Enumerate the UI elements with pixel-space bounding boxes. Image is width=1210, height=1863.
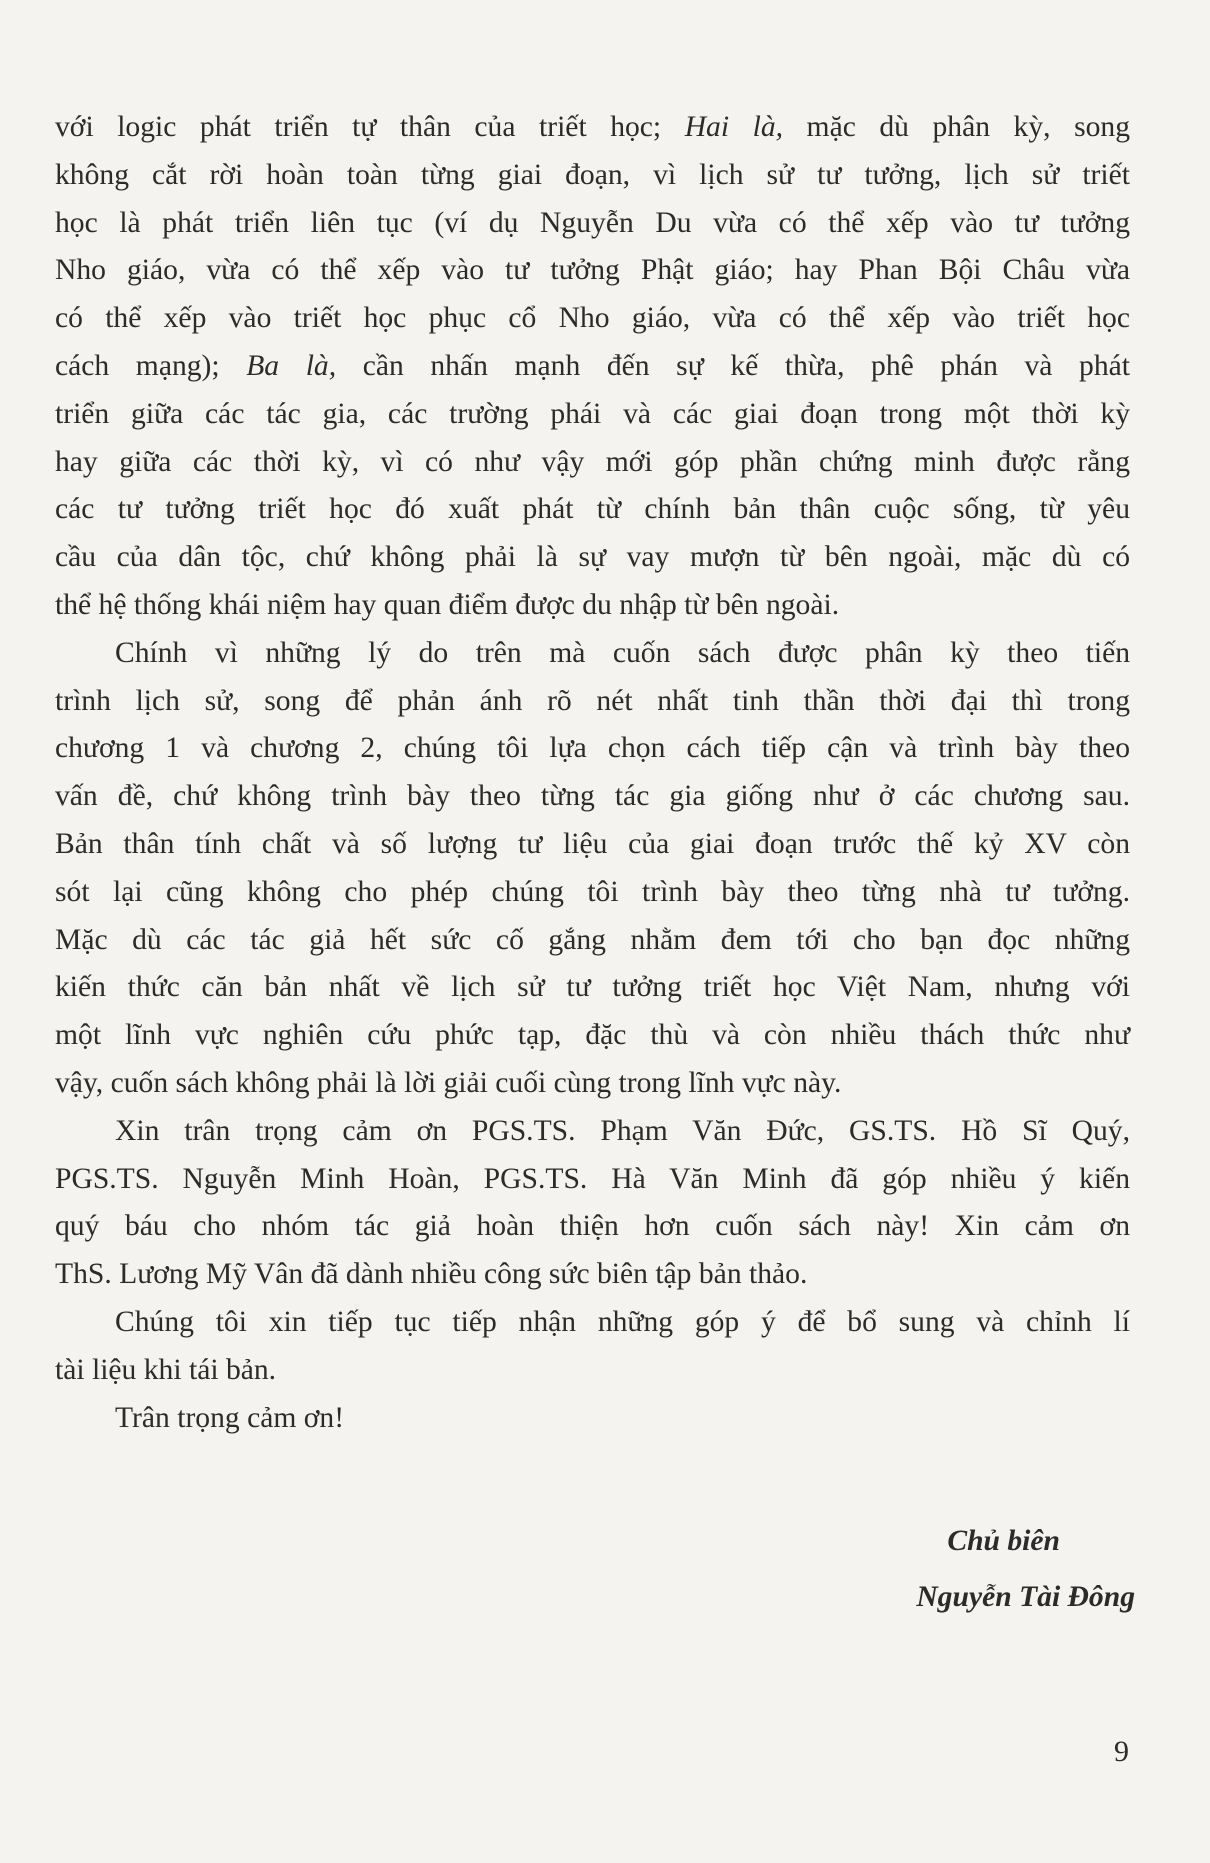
text-line: thể hệ thống khái niệm hay quan điểm được du nhập từ bên ngoài. [55, 588, 840, 621]
text-line: cầu của dân tộc, chứ không phải là sự vay mượn từ bên ngoài, mặc dù có [55, 541, 1130, 574]
text-line: kiến thức căn bản nhất về lịch sử tư tưởng triết học Việt Nam, nhưng với [55, 971, 1130, 1004]
text-line: quý báu cho nhóm tác giả hoàn thiện hơn cuốn sách này! Xin cảm ơn [55, 1210, 1130, 1243]
text-line: Bản thân tính chất và số lượng tư liệu của giai đoạn trước thế kỷ XV còn [55, 827, 1130, 860]
paragraph-5 [55, 1395, 1130, 1443]
text-line: học là phát triển liên tục (ví dụ Nguyễn Du vừa có thể xếp vào tư tưởng [55, 206, 1130, 239]
text-line: có thể xếp vào triết học phục cổ Nho giáo, vừa có thể xếp vào triết học [55, 302, 1130, 335]
paragraph-2 [55, 630, 1130, 1108]
text-line: Xin trân trọng cảm ơn PGS.TS. Phạm Văn Đức, GS.TS. Hồ Sĩ Quý, [115, 1114, 1130, 1147]
page-number: 9 [1114, 1735, 1129, 1768]
paragraph-3 [55, 1108, 1130, 1299]
body-text [55, 104, 1130, 1442]
editor-role: Chủ biên [947, 1525, 1060, 1557]
signature-block [916, 1513, 1135, 1625]
paragraph-4 [55, 1299, 1130, 1395]
text-line: trình lịch sử, song để phản ánh rõ nét nhất tinh thần thời đại thì trong [55, 684, 1130, 717]
text-line: cách mạng); Ba là, cần nhấn mạnh đến sự kế thừa, phê phán và phát [55, 349, 1130, 382]
text-line: một lĩnh vực nghiên cứu phức tạp, đặc thù và còn nhiều thách thức như [55, 1019, 1130, 1052]
text-line: không cắt rời hoàn toàn từng giai đoạn, vì lịch sử tư tưởng, lịch sử triết [55, 158, 1130, 191]
text-line: với logic phát triển tự thân của triết học; Hai là, mặc dù phân kỳ, song [55, 111, 1130, 143]
paragraph-1 [55, 104, 1130, 630]
text-line: Chính vì những lý do trên mà cuốn sách được phân kỳ theo tiến [115, 636, 1130, 669]
closing-line: Trân trọng cảm ơn! [115, 1401, 345, 1434]
text-line: triển giữa các tác gia, các trường phái và các giai đoạn trong một thời kỳ [55, 397, 1130, 430]
text-line: vấn đề, chứ không trình bày theo từng tác gia giống như ở các chương sau. [55, 780, 1130, 813]
text-line: PGS.TS. Nguyễn Minh Hoàn, PGS.TS. Hà Văn Minh đã góp nhiều ý kiến [55, 1162, 1130, 1195]
text-line: chương 1 và chương 2, chúng tôi lựa chọn cách tiếp cận và trình bày theo [55, 732, 1130, 765]
text-line: hay giữa các thời kỳ, vì có như vậy mới góp phần chứng minh được rằng [55, 445, 1130, 478]
text-line: tài liệu khi tái bản. [55, 1353, 277, 1386]
text-line: Mặc dù các tác giả hết sức cố gắng nhằm đem tới cho bạn đọc những [55, 923, 1130, 956]
text-line: Nho giáo, vừa có thể xếp vào tư tưởng Phật giáo; hay Phan Bội Châu vừa [55, 254, 1130, 287]
text-line: Chúng tôi xin tiếp tục tiếp nhận những góp ý để bổ sung và chỉnh lí [115, 1305, 1130, 1338]
editor-name: Nguyễn Tài Đông [916, 1581, 1135, 1613]
text-line: các tư tưởng triết học đó xuất phát từ chính bản thân cuộc sống, từ yêu [55, 493, 1130, 526]
text-line: sót lại cũng không cho phép chúng tôi trình bày theo từng nhà tư tưởng. [55, 875, 1130, 908]
text-line: vậy, cuốn sách không phải là lời giải cuối cùng trong lĩnh vực này. [55, 1066, 842, 1099]
text-line: ThS. Lương Mỹ Vân đã dành nhiều công sức biên tập bản thảo. [55, 1258, 808, 1291]
